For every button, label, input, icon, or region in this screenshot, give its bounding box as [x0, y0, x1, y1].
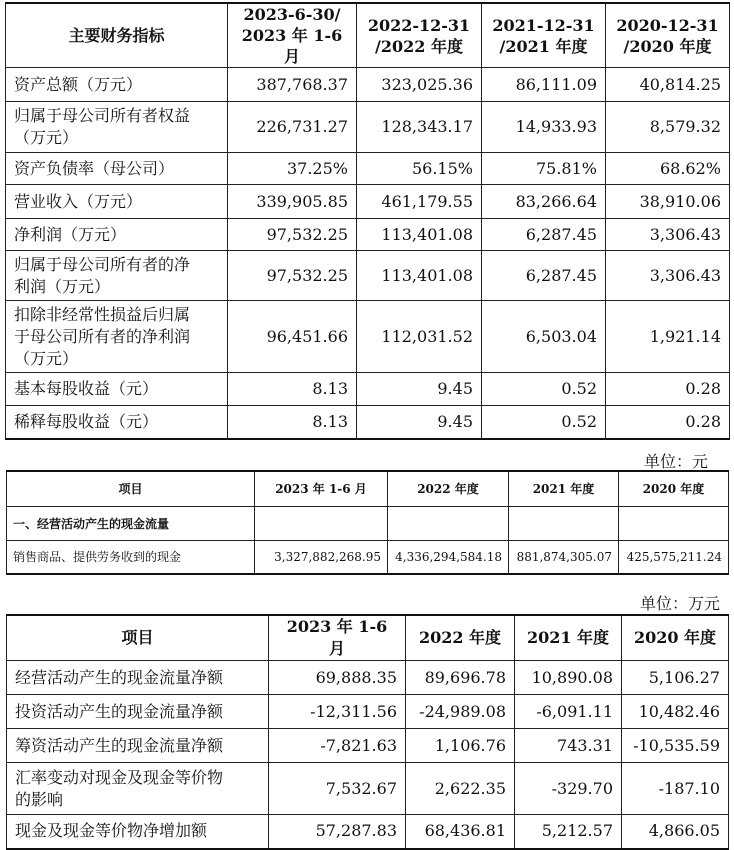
- cell-value: 6,287.45: [482, 219, 606, 251]
- label-line: 归属于母公司所有者的净: [14, 254, 191, 274]
- column-header: 2021 年度: [515, 615, 622, 661]
- cell-value: 425,575,211.24: [619, 540, 729, 574]
- header-line: 2023-6-30/: [243, 5, 341, 24]
- column-header: 项目: [7, 471, 255, 506]
- empty-cell: [255, 506, 388, 540]
- label-line: 归属于母公司所有者权益: [14, 106, 191, 125]
- cell-value: 0.28: [606, 406, 730, 439]
- table-row: [6, 102, 730, 153]
- cell-value: 57,287.83: [269, 815, 406, 849]
- table-row: [6, 301, 730, 373]
- cell-value: 75.81%: [482, 153, 606, 185]
- cell-value: 4,866.05: [622, 815, 729, 849]
- cell-value: 226,731.27: [228, 102, 357, 153]
- cell-value: 38,910.06: [606, 185, 730, 219]
- cell-value: 113,401.08: [357, 251, 482, 301]
- cell-value: -7,821.63: [269, 729, 406, 763]
- cell-value: 9.45: [357, 373, 482, 406]
- row-label: 投资活动产生的现金流量净额: [7, 695, 269, 729]
- cell-value: 113,401.08: [357, 219, 482, 251]
- cell-value: 97,532.25: [228, 251, 357, 301]
- table-row: [7, 729, 729, 763]
- cell-value: 6,287.45: [482, 251, 606, 301]
- table-row: [6, 185, 730, 219]
- cell-value: 68,436.81: [406, 815, 515, 849]
- table-row: [7, 661, 729, 695]
- cell-value: 5,106.27: [622, 661, 729, 695]
- empty-cell: [509, 506, 619, 540]
- table-row: [7, 695, 729, 729]
- row-label: 资产总额（万元）: [6, 68, 228, 102]
- cell-value: 8.13: [228, 406, 357, 439]
- cell-value: 387,768.37: [228, 68, 357, 102]
- cell-value: 1,921.14: [606, 301, 730, 373]
- table-row: [6, 219, 730, 251]
- table-header-row: [6, 3, 730, 68]
- section-row: [7, 506, 729, 540]
- cell-value: 5,212.57: [515, 815, 622, 849]
- cell-value: 8.13: [228, 373, 357, 406]
- label-line: 的影响: [15, 789, 64, 809]
- column-header: [606, 3, 730, 68]
- cell-value: 1,106.76: [406, 729, 515, 763]
- cell-value: 339,905.85: [228, 185, 357, 219]
- table-row: [6, 153, 730, 185]
- label-line: 汇率变动对现金及现金等价物: [15, 767, 224, 787]
- cell-value: 89,696.78: [406, 661, 515, 695]
- empty-cell: [388, 506, 509, 540]
- cell-value: 86,111.09: [482, 68, 606, 102]
- column-header: [482, 3, 606, 68]
- column-header: 2023 年 1-6 月: [255, 471, 388, 506]
- row-label: 基本每股收益（元）: [6, 373, 228, 406]
- label-line: 扣除非经常性损益后归属: [14, 304, 191, 324]
- header-line: /2020 年度: [623, 36, 712, 56]
- label-line: 于母公司所有者的净利润: [14, 326, 191, 346]
- header-line: 2022-12-31: [367, 15, 471, 35]
- row-label: 筹资活动产生的现金流量净额: [7, 729, 269, 763]
- cell-value: 461,179.55: [357, 185, 482, 219]
- cell-value: 3,306.43: [606, 219, 730, 251]
- row-label: 现金及现金等价物净增加额: [7, 815, 269, 849]
- column-header: 2020 年度: [619, 471, 729, 506]
- unit-label: 单位：万元: [639, 594, 720, 613]
- cell-value: 743.31: [515, 729, 622, 763]
- cell-value: 128,343.17: [357, 102, 482, 153]
- operating-cashflow-detail-table: [6, 470, 729, 575]
- row-label: 稀释每股收益（元）: [6, 406, 228, 439]
- cell-value: 6,503.04: [482, 301, 606, 373]
- cell-value: 14,933.93: [482, 102, 606, 153]
- cell-value: 10,890.08: [515, 661, 622, 695]
- table-row: [6, 251, 730, 301]
- cell-value: 10,482.46: [622, 695, 729, 729]
- cell-value: 7,532.67: [269, 763, 406, 815]
- table-row: [7, 763, 729, 815]
- label-line: （万元）: [14, 128, 79, 147]
- table-row: [7, 815, 729, 849]
- cell-value: 83,266.64: [482, 185, 606, 219]
- unit-label: 单位：元: [643, 452, 708, 471]
- cell-value: 0.52: [482, 406, 606, 439]
- table-row: [7, 540, 729, 574]
- cell-value: 3,327,882,268.95: [255, 540, 388, 574]
- cell-value: -187.10: [622, 763, 729, 815]
- column-header: 项目: [7, 615, 269, 661]
- cell-value: -6,091.11: [515, 695, 622, 729]
- column-header: 2022 年度: [388, 471, 509, 506]
- cell-value: 56.15%: [357, 153, 482, 185]
- cell-value: -329.70: [515, 763, 622, 815]
- table-row: [6, 373, 730, 406]
- cell-value: 97,532.25: [228, 219, 357, 251]
- cell-value: 96,451.66: [228, 301, 357, 373]
- row-label: [7, 763, 269, 815]
- cell-value: -24,989.08: [406, 695, 515, 729]
- cell-value: 112,031.52: [357, 301, 482, 373]
- row-label: [6, 301, 228, 373]
- column-header: 2023 年 1-6 月: [269, 615, 406, 661]
- cell-value: 3,306.43: [606, 251, 730, 301]
- cell-value: 69,888.35: [269, 661, 406, 695]
- column-header: [228, 3, 357, 68]
- cell-value: 9.45: [357, 406, 482, 439]
- column-header: 2022 年度: [406, 615, 515, 661]
- header-line: 2021-12-31: [492, 15, 595, 35]
- table-header-row: [7, 615, 729, 661]
- cell-value: 0.28: [606, 373, 730, 406]
- column-header: 2021 年度: [509, 471, 619, 506]
- cell-value: 0.52: [482, 373, 606, 406]
- cell-value: -12,311.56: [269, 695, 406, 729]
- cell-value: 37.25%: [228, 153, 357, 185]
- column-header: 主要财务指标: [6, 3, 228, 68]
- header-line: 2020-12-31: [616, 15, 719, 35]
- row-label: 经营活动产生的现金流量净额: [7, 661, 269, 695]
- column-header: [357, 3, 482, 68]
- cell-value: 323,025.36: [357, 68, 482, 102]
- label-line: 利润（万元）: [14, 276, 111, 296]
- row-label: 净利润（万元）: [6, 219, 228, 251]
- cashflow-summary-table: [6, 614, 729, 850]
- cell-value: -10,535.59: [622, 729, 729, 763]
- column-header: 2020 年度: [622, 615, 729, 661]
- table-row: [6, 406, 730, 439]
- empty-cell: [619, 506, 729, 540]
- cell-value: 881,874,305.07: [509, 540, 619, 574]
- cell-value: 2,622.35: [406, 763, 515, 815]
- table-header-row: [7, 471, 729, 506]
- section-label: 一、经营活动产生的现金流量: [7, 506, 255, 540]
- row-label: 资产负债率（母公司）: [6, 153, 228, 185]
- header-line: /2021 年度: [499, 36, 588, 56]
- row-label: [6, 251, 228, 301]
- table-row: [6, 68, 730, 102]
- row-label: 营业收入（万元）: [6, 185, 228, 219]
- financial-indicators-table: [5, 2, 730, 440]
- label-line: （万元）: [14, 348, 79, 368]
- row-label: 销售商品、提供劳务收到的现金: [7, 540, 255, 574]
- cell-value: 68.62%: [606, 153, 730, 185]
- cell-value: 4,336,294,584.18: [388, 540, 509, 574]
- row-label: [6, 102, 228, 153]
- header-line: 2023 年 1-6 月: [241, 26, 343, 66]
- header-line: /2022 年度: [375, 36, 463, 56]
- cell-value: 8,579.32: [606, 102, 730, 153]
- cell-value: 40,814.25: [606, 68, 730, 102]
